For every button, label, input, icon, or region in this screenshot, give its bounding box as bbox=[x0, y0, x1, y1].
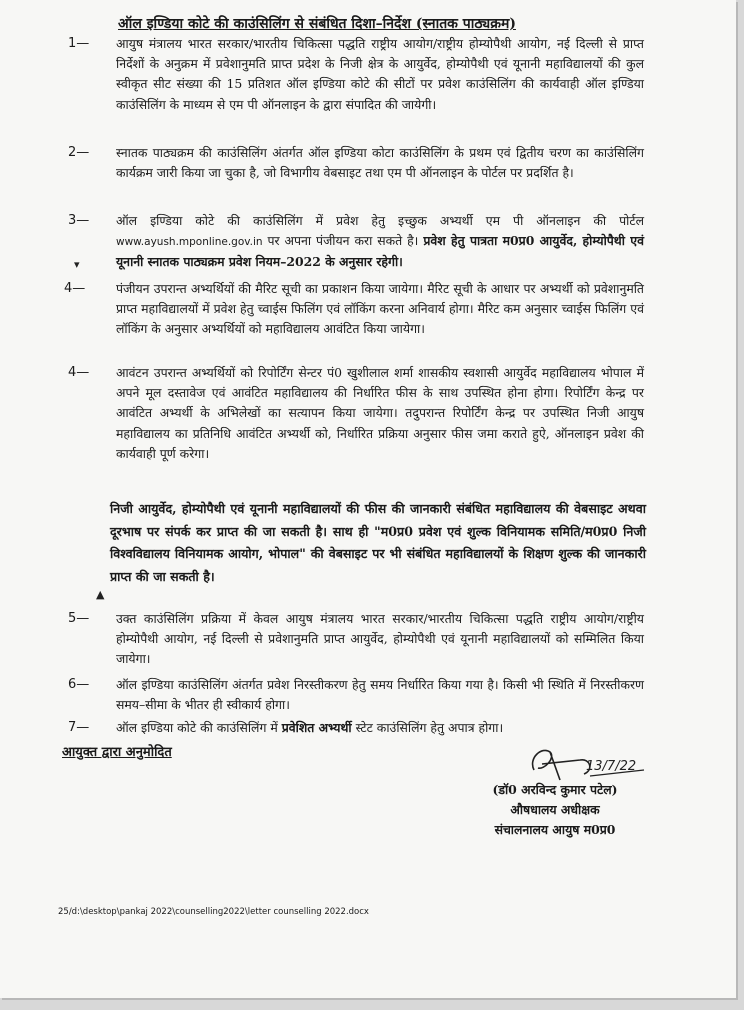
item-text-part: ऑल इण्डिया कोटे की काउंसिलिंग में प्रवेश हेतु इच्छुक अभ्यर्थी एम पी ऑनलाइन की पोर्टल bbox=[116, 213, 644, 228]
item-text-part: स्टेट काउंसिलिंग हेतु अपात्र होगा। bbox=[355, 720, 504, 735]
signatory-name: (डॉ0 अरविन्द कुमार पटेल) bbox=[492, 782, 618, 797]
item-text: आवंटन उपरान्त अभ्यर्थियों को रिपोर्टिंग सेन्टर पं0 खुशीलाल शर्मा शासकीय स्वशासी आयुर्वेद महाविद्यालय भोपाल में अपने मूल दस्तावेज एवं आवंटित महाविद्यालय की निर्धारित फीस के साथ उपस्थित होना होगा। रिपोर्टिंग केन्द्र पर आवंटित अभ्यर्थी के अभिलेखों का सत्यापन किया जायेगा। तदुपरान्त रिपोर्टिंग केन्द्र पर उपस्थित निजी आयुष महाविद्यालय का प्रतिनिधि आवंटित अभ्यर्थी को, निर्धारित प्रक्रिया अनुसार फीस जमा कराते हुऐ, ऑनलाइन प्रवेश की कार्यवाही पूर्ण करेगा। bbox=[116, 365, 644, 461]
bullet-mark: ▾ bbox=[74, 258, 80, 271]
signatory-office: संचालनालय आयुष म0प्र0 bbox=[494, 822, 616, 837]
item-text: आयुष मंत्रालय भारत सरकार/भारतीय चिकित्सा पद्धति राष्ट्रीय आयोग/राष्ट्रीय होम्योपैथी आयोग, नई दिल्ली से प्राप्त निर्देशों के अनुक्रम में प्रवेशानुमति प्राप्त प्रदेश के निजी क्षेत्र के आयुर्वेद, होम्योपैथी एवं यूनानी महाविद्यालयों की कुल स्वीकृत सीट संख्या की 15 प्रतिशत ऑल इण्डिया कोटे की सीटों पर प्रवेश काउंसिलिंग की कार्यवाही ऑल इण्डिया काउंसिलिंग के माध्यम से एम पी ऑनलाइन के द्वारा संपादित की जायेगी। bbox=[116, 36, 644, 112]
eligibility-note: प्रवेश हेतु पात्रता म0प्र0 आयुर्वेद, होम्योपैथी एवं यूनानी स्नातक पाठ्यक्रम प्रवेश नियम–2022 के अनुसार रहेगी। bbox=[116, 233, 644, 270]
item-number: 4— bbox=[64, 281, 86, 296]
item-number: 7— bbox=[68, 720, 90, 735]
signatory-designation: औषधालय अधीक्षक bbox=[510, 802, 600, 817]
item-text: उक्त काउंसिलिंग प्रक्रिया में केवल आयुष मंत्रालय भारत सरकार/भारतीय चिकित्सा पद्धति राष्ट्रीय आयोग/राष्ट्रीय होम्योपैथी आयोग, नई दिल्ली से प्रवेशानुमति प्राप्त आयुर्वेद, होम्योपैथी एवं यूनानी महाविद्यालयों को सम्मिलित किया जायेगा। bbox=[116, 611, 644, 667]
portal-link[interactable]: www.ayush.mponline.gov.in bbox=[116, 236, 263, 249]
item-number: 1— bbox=[68, 36, 90, 51]
item-number: 3— bbox=[68, 213, 90, 228]
signatory-block bbox=[455, 780, 655, 840]
item-number: 2— bbox=[68, 145, 90, 160]
item-text: पंजीयन उपरान्त अभ्यर्थियों की मैरिट सूची का प्रकाशन किया जायेगा। मैरिट सूची के आधार पर अभ्यर्थी को प्रवेशानुमति प्राप्त महाविद्यालयों में प्रवेश हेतु च्वाईस फिलिंग एवं लॉकिंग करना अनिवार्य होगा। मैरिट कम अनुसार च्वाईस फिलिंग एवं लॉकिंग के अनुसार अभ्यर्थियों को महाविद्यालय आवंटित किया जायेगा। bbox=[116, 281, 644, 337]
signature-date: 13/7/22 bbox=[586, 759, 637, 774]
item-text bbox=[116, 211, 644, 273]
item-text-bold: प्रवेशित अभ्यर्थी bbox=[281, 720, 352, 735]
item-text: ऑल इण्डिया काउंसिलिंग अंतर्गत प्रवेश निरस्तीकरण हेतु समय निर्धारित किया गया है। किसी भी स्थिति में निरस्तीकरण समय–सीमा के भीतर ही स्वीकार्य होगा। bbox=[116, 677, 644, 713]
file-path-footer: 25/d:\desktop\pankaj 2022\counselling2022\letter counselling 2022.docx bbox=[58, 907, 369, 917]
approval-note: आयुक्त द्वारा अनुमोदित bbox=[62, 745, 172, 760]
item-number: 6— bbox=[68, 677, 90, 692]
item-text-part: ऑल इण्डिया कोटे की काउंसिलिंग में bbox=[116, 720, 278, 735]
fees-info-paragraph: निजी आयुर्वेद, होम्योपैथी एवं यूनानी महाविद्यालयों की फीस की जानकारी संबंधित महाविद्यालय की वेबसाइट अथवा दूरभाष पर संपर्क कर प्राप्त की जा सकती है। साथ ही "म0प्र0 प्रवेश एवं शुल्क विनियामक समिति/म0प्र0 निजी विश्वविद्यालय विनियामक आयोग, भोपाल" की वेबसाइट पर भी संबंधित महाविद्यालयों के शिक्षण शुल्क की जानकारी प्राप्त की जा सकती है। bbox=[110, 501, 646, 584]
item-number: 5— bbox=[68, 611, 90, 626]
item-text: स्नातक पाठ्यक्रम की काउंसिलिंग अंतर्गत ऑल इण्डिया कोटा काउंसिलिंग के प्रथम एवं द्वितीय चरण का काउंसिलिंग कार्यक्रम जारी किया जा चुका है, जो विभागीय वेबसाइट तथा एम पी ऑनलाइन के पोर्टल पर प्रदर्शित है। bbox=[116, 145, 644, 181]
document-title: ऑल इण्डिया कोटे की काउंसिलिंग से संबंधित दिशा–निर्देश (स्नातक पाठ्यक्रम) bbox=[118, 16, 516, 32]
item-number: 4— bbox=[68, 365, 90, 380]
item-text bbox=[116, 718, 644, 738]
item-text-part: पर अपना पंजीयन करा सकते है। bbox=[267, 233, 419, 249]
bullet-mark: ▲ bbox=[96, 588, 105, 601]
